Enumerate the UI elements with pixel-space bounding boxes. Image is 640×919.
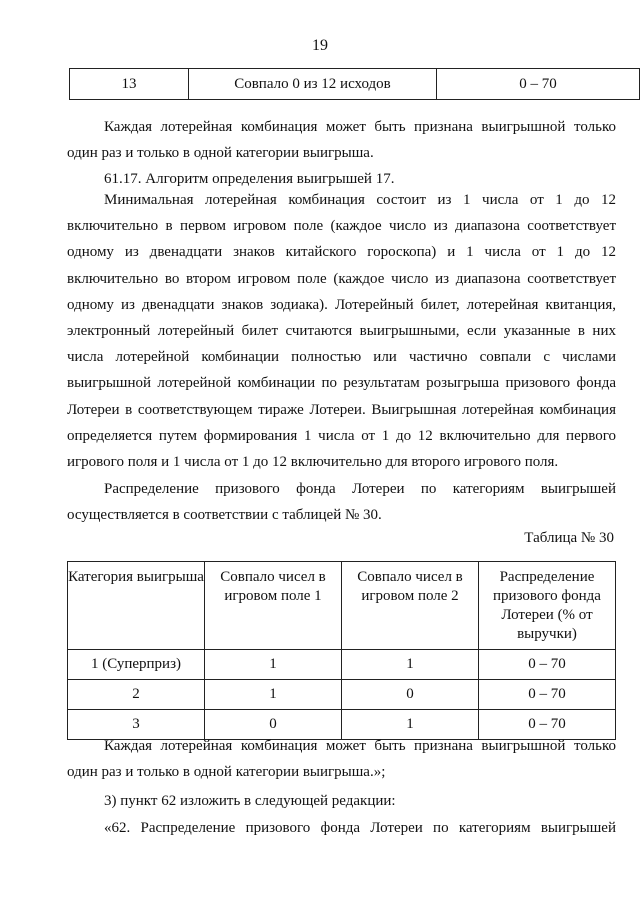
- header-field-2: Совпало чисел в игровом поле 2: [342, 562, 479, 650]
- table-row: [68, 680, 616, 710]
- cell-field-1: 1: [205, 650, 342, 680]
- continued-table-row: [69, 68, 640, 100]
- header-category: Категория выигрыша: [68, 562, 205, 650]
- paragraph-algorithm-heading: 61.17. Алгоритм определения выигрышей 17.: [104, 171, 395, 187]
- cell-field-2: 1: [342, 710, 479, 740]
- paragraph-single-win-closing: Каждая лотерейная комбинация может быть признана выигрышной только один раз и только в одной категории выигрыша.»;: [67, 738, 616, 781]
- table-header-row: [68, 562, 616, 650]
- paragraph-item-62: «62. Распределение призового фонда Лотереи по категориям выигрышей: [104, 820, 616, 836]
- cell-field-2: 1: [342, 650, 479, 680]
- paragraph-item-3: 3) пункт 62 изложить в следующей редакции:: [104, 793, 396, 809]
- category-cell: 13: [70, 69, 189, 100]
- cell-distribution: 0 – 70: [479, 650, 616, 680]
- cell-category: 3: [68, 710, 205, 740]
- table-label: Таблица № 30: [524, 530, 614, 546]
- paragraph-single-win: Каждая лотерейная комбинация может быть признана выигрышной только один раз и только в одной категории выигрыша.: [67, 119, 616, 162]
- distribution-cell: 0 – 70: [437, 69, 640, 100]
- page-number: 19: [312, 37, 328, 54]
- prize-table: [67, 561, 616, 740]
- matched-cell: Совпало 0 из 12 исходов: [189, 69, 437, 100]
- cell-field-1: 0: [205, 710, 342, 740]
- cell-distribution: 0 – 70: [479, 680, 616, 710]
- table-row: [70, 69, 640, 100]
- cell-field-1: 1: [205, 680, 342, 710]
- cell-category: 1 (Суперприз): [68, 650, 205, 680]
- table-row: [68, 650, 616, 680]
- paragraph-algorithm-description: Минимальная лотерейная комбинация состоит из 1 числа от 1 до 12 включительно в первом игровом поле (каждое число из диапазона соответствует одному из двенадцати знаков китайского гороскопа) и 1 числа от 1 до 12 включительно во втором игровом поле (каждое число из диапазона соответствует одному из двенадцати знаков зодиака). Лотерейный билет, лотерейная квитанция, электронный лотерейный билет считаются выигрышными, если указанные в них числа лотерейной комбинации полностью или частично совпали с числами выигрышной лотерейной комбинации по результатам розыгрыша призового фонда Лотереи в соответствующем тираже Лотереи. Выигрышная лотерейная комбинация определяется путем формирования 1 числа от 1 до 12 включительно для первого игрового поля и 1 числа от 1 до 12 включительно для второго игрового поля.: [67, 192, 616, 471]
- header-field-1: Совпало чисел в игровом поле 1: [205, 562, 342, 650]
- paragraph-prize-distribution: Распределение призового фонда Лотереи по категориям выигрышей осуществляется в соответствии с таблицей № 30.: [67, 481, 616, 524]
- cell-category: 2: [68, 680, 205, 710]
- header-distribution: Распределение призового фонда Лотереи (% от выручки): [479, 562, 616, 650]
- cell-distribution: 0 – 70: [479, 710, 616, 740]
- cell-field-2: 0: [342, 680, 479, 710]
